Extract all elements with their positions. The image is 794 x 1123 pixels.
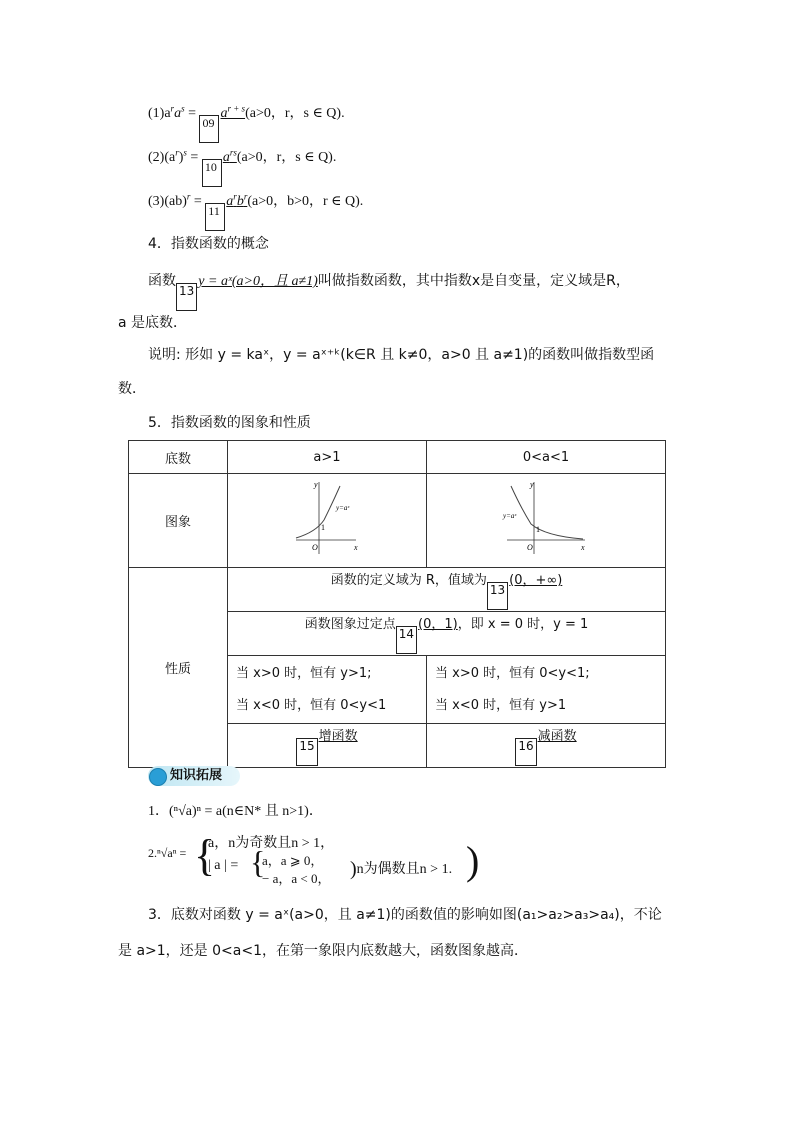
graph-increasing (228, 474, 427, 568)
curve-label: y=aˣ (336, 504, 350, 512)
graph-exp-decreasing (427, 474, 665, 563)
outer-brace: { (194, 831, 216, 880)
rule-3: $(3)(ab)^r = 11a^rb^r(a>0$，b>0，r ∈ Q). (148, 190, 363, 231)
ext-item-2-case-2b: − a，a < 0， (262, 871, 331, 886)
answer-number-box: 11 (205, 203, 225, 231)
ext-item-1: 1．(ⁿ√a)ⁿ = a(n∈N* 且 n>1)． (148, 804, 323, 819)
tag-dot-icon (149, 768, 167, 786)
row-properties-label: 性质 (129, 568, 228, 768)
section-4-note-cont: 数． (118, 381, 146, 397)
curve-label: y=aˣ (503, 512, 517, 520)
rule-1-answer: $a^{r + s}$ (220, 103, 246, 121)
section-5-heading: 5．指数函数的图象和性质 (148, 415, 311, 431)
closing-paren: ) (466, 838, 480, 883)
section-4-line2: a 是底数． (118, 315, 188, 331)
x-axis-label: x (581, 543, 585, 552)
prop-values-gt1: 当 x>0 时，恒有 y>1; 当 x<0 时，恒有 0<y<1 (228, 656, 427, 724)
ext-item-2-label: 2.ⁿ√aⁿ = (148, 846, 187, 860)
answer-number-box: 15 (296, 738, 317, 766)
prop-monotonic-lt1 (427, 724, 666, 768)
section-4-note: 说明: 形如 y = kaˣ，y = aˣ⁺ᵏ(k∈R 且 k≠0，a>0 且 a≠1)的函数叫做指数型函 (148, 347, 655, 363)
y-axis-label: y (314, 480, 318, 489)
rule-1: $(1)a^ra^s = 09a^{r + s}(a>0$，r，s ∈ Q). (148, 102, 345, 143)
header-base: 底数 (129, 441, 228, 474)
rule-1-condition: (a>0，r，s ∈ Q). (245, 106, 345, 121)
inner-brace: { (250, 844, 266, 880)
answer-number-box: 14 (396, 626, 417, 654)
graph-exp-increasing (228, 474, 426, 563)
ext-item-2-abs: | a | = (208, 858, 239, 873)
origin-label: O (312, 543, 318, 552)
answer-number-box: 16 (515, 738, 536, 766)
ext-item-3: 3．底数对函数 y = aˣ(a>0，且 a≠1)的函数值的影响如图(a₁>a₂>a₃>a₄)，不论 (148, 907, 662, 923)
rule-2: $(2)(a^r)^s = 10a^{rs}(a>0$，r，s ∈ Q). (148, 146, 336, 187)
rule-3-answer: $a^rb^r$ (226, 191, 248, 209)
intercept-label: 1 (536, 525, 540, 534)
intercept-label: 1 (321, 523, 325, 532)
answer-number-box: 13 (487, 582, 508, 610)
ext-item-2-case-1: a，n为奇数且n > 1， (208, 836, 335, 851)
header-a-gt-1: a>1 (228, 441, 427, 474)
increasing-answer: 增函数 (318, 729, 358, 744)
definition-answer: y = aˣ(a>0，且 a≠1) (198, 274, 318, 289)
fixed-point-answer: (0，1) (418, 617, 458, 632)
rule-2-answer: $a^{rs}$ (222, 147, 237, 165)
prop-values-lt1: 当 x>0 时，恒有 0<y<1; 当 x<0 时，恒有 y>1 (427, 656, 666, 724)
section-4-heading: 4．指数函数的概念 (148, 236, 269, 252)
rule-1-lhs: (1)a (148, 106, 171, 121)
row-graph-label: 图象 (129, 474, 228, 568)
y-axis-label: y (530, 480, 534, 489)
origin-label: O (527, 543, 533, 552)
range-answer: (0，+∞) (509, 573, 563, 588)
ext-item-2-case-2a: a，a ⩾ 0， (262, 853, 324, 868)
paren-decoration: ) (350, 858, 357, 880)
section-4-definition: 函数13y = aˣ(a>0，且 a≠1)叫做指数函数，其中指数x是自变量，定义域是R， (148, 270, 630, 311)
properties-table (128, 440, 666, 768)
prop-monotonic-gt1 (228, 724, 427, 768)
graph-decreasing (427, 474, 666, 568)
header-a-lt-1: 0<a<1 (427, 441, 666, 474)
answer-number-box: 10 (202, 159, 222, 187)
decreasing-answer: 减函数 (537, 729, 577, 744)
x-axis-label: x (354, 543, 358, 552)
knowledge-extension-tag: 知识拓展 (148, 766, 240, 786)
answer-number-box: 09 (199, 115, 219, 143)
ext-item-3-cont: 是 a>1，还是 0<a<1，在第一象限内底数越大，函数图象越高． (118, 943, 528, 959)
answer-number-box: 13 (176, 283, 197, 311)
prop-fixed-point: 函数图象过定点14(0，1)，即 x = 0 时，y = 1 (228, 612, 666, 656)
ext-item-2-tail: )n为偶数且n > 1. (350, 858, 453, 880)
prop-domain-range: 函数的定义域为 R，值域为13(0，+∞) (228, 568, 666, 612)
